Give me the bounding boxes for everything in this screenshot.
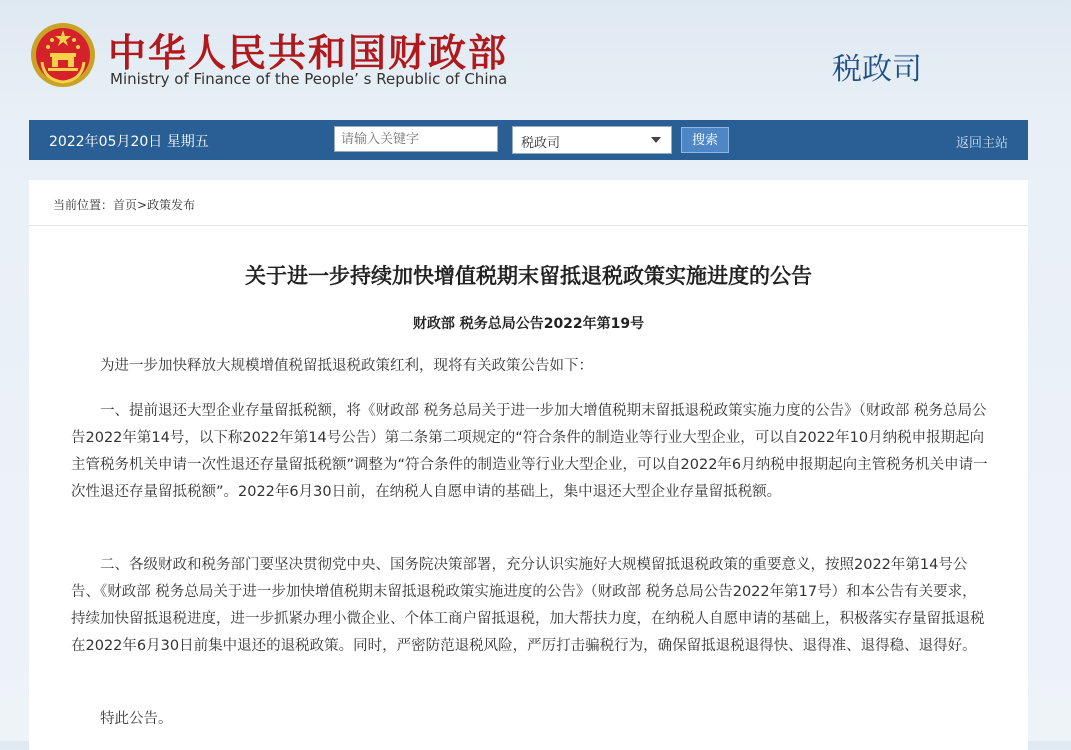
article-paragraph: 二、各级财政和税务部门要坚决贯彻党中央、国务院决策部署，充分认识实施好大规模留抵退税政策的重要意义，按照2022年第14号公告、《财政部 税务总局关于进一步加快增值税期末留抵退税政策实施进度的公告》（财政部 税务总局公告2022年第17号）和本公告有关要求，持续加快留抵退税进度，进一步抓紧办理小微企业、个体工商户留抵退税，加大帮扶力度，在纳税人自愿申请的基础上，积极落实存量留抵退税在2022年6月30日前集中退还的退税政策。同时，严密防范退税风险，严厉打击骗税行为，确保留抵退税退得快、退得准、退得稳、退得好。 (71, 557, 985, 654)
article-paragraph: 为进一步加快释放大规模增值税留抵退税政策红利，现将有关政策公告如下： (100, 358, 593, 374)
article-paragraph: 特此公告。 (100, 711, 173, 727)
current-date: 2022年05月20日 星期五 (49, 134, 209, 150)
article-title: 关于进一步持续加快增值税期末留抵退税政策实施进度的公告 (245, 264, 812, 288)
document-number: 财政部 税务总局公告2022年第19号 (412, 316, 645, 332)
breadcrumb (53, 196, 195, 213)
national-emblem-icon[interactable] (30, 22, 96, 88)
scope-select-value: 税政司 (521, 136, 561, 151)
site-title-english: Ministry of Finance of the People’ s Republic of China (110, 70, 508, 88)
site-title[interactable]: 中华人民共和国财政部 (108, 31, 509, 75)
article-panel (29, 180, 1028, 750)
site-header (0, 0, 1071, 120)
top-navbar (29, 120, 1028, 160)
breadcrumb-current-link[interactable]: 政策发布 (147, 198, 196, 212)
chevron-down-icon (651, 137, 661, 143)
breadcrumb-home-link[interactable]: 首页 (113, 198, 138, 212)
search-button[interactable]: 搜索 (681, 127, 729, 153)
article-paragraph: 一、提前退还大型企业存量留抵税额，将《财政部 税务总局关于进一步加大增值税期末留抵退税政策实施力度的公告》（财政部 税务总局公告2022年第14号，以下称2022年第14号公告）第二条第二项规定的“符合条件的制造业等行业大型企业，可以自2022年10月纳税申报期起向主管税务机关申请一次性退还存量留抵税额”调整为“符合条件的制造业等行业大型企业，可以自2022年6月纳税申报期起向主管税务机关申请一次性退还存量留抵税额”。2022年6月30日前，在纳税人自愿申请的基础上，集中退还大型企业存量留抵税额。 (71, 403, 988, 500)
return-home-link[interactable]: 返回主站 (955, 136, 1008, 151)
department-name: 税政司 (832, 52, 922, 87)
scope-select[interactable] (512, 126, 672, 154)
divider (29, 225, 1028, 226)
search-input[interactable] (334, 126, 498, 152)
breadcrumb-prefix: 当前位置： (53, 198, 114, 212)
breadcrumb-separator: > (137, 198, 148, 212)
